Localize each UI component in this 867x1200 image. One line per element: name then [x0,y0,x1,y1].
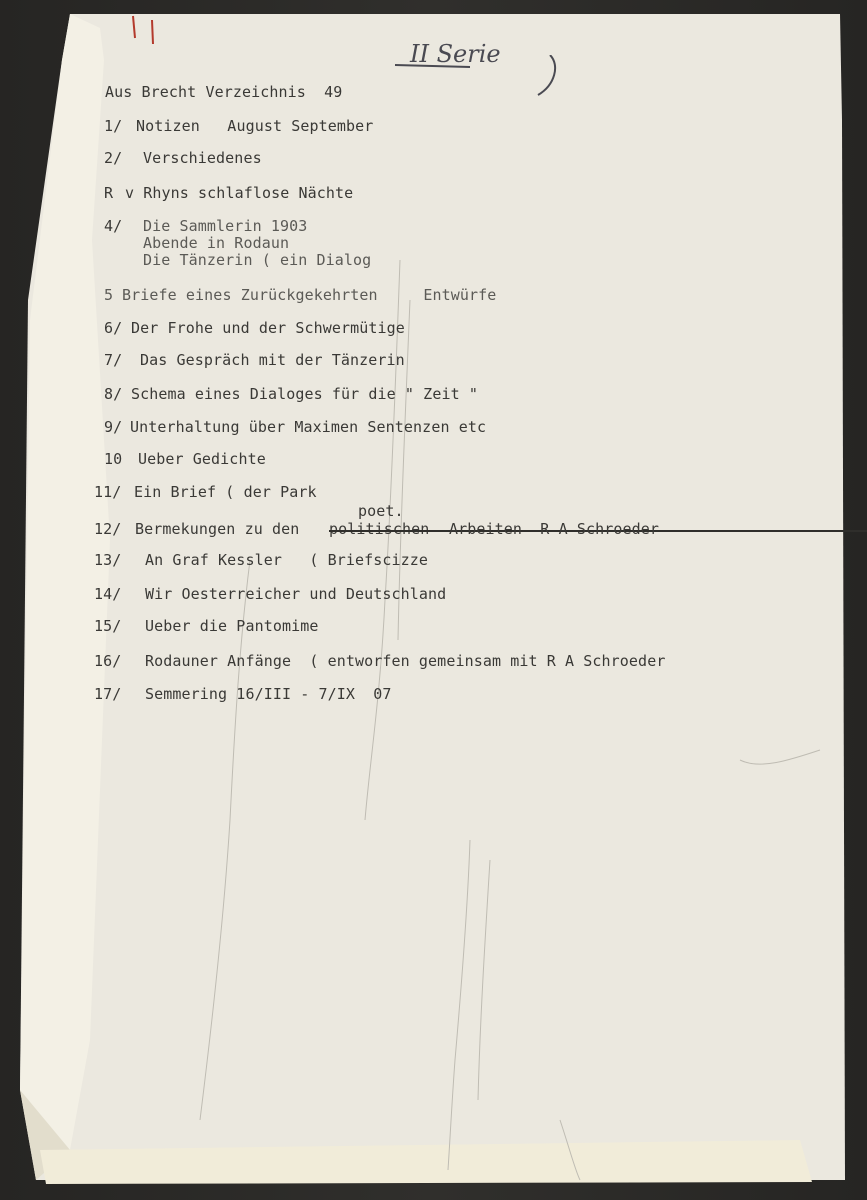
entry-text: Ueber die Pantomime [145,617,319,635]
entry-text: Bermekungen zu den [135,520,300,538]
entry-number: 9/ [104,418,123,436]
inserted-word: poet. [358,502,404,520]
entry-text: Verschiedenes [143,149,262,167]
entry-number: 2/ [104,149,123,167]
entry-number: 11/ [94,483,122,501]
entry-number: 16/ [94,652,122,670]
entry-number: 5 [104,286,114,304]
entry-number: 4/ [104,217,123,235]
handwritten-series-note: II Serie [410,40,501,68]
entry-number: 1/ [104,117,123,135]
entry-text: Abende in Rodaun [143,234,290,252]
entry-number: 8/ [104,385,123,403]
entry-number: 6/ [104,319,123,337]
entry-text: Unterhaltung über Maximen Sentenzen etc [130,418,487,436]
entry-number: 12/ [94,520,122,538]
document-header: Aus Brecht Verzeichnis 49 [105,83,343,101]
entry-text: Arbeiten R A Schroeder [449,520,660,538]
entry-text: Briefe eines Zurückgekehrten Entwürfe [122,286,497,304]
entry-text: Die Tänzerin ( ein Dialog [143,251,372,269]
entry-text: Der Frohe und der Schwermütige [131,319,405,337]
entry-number: R [104,184,114,202]
entry-text: v Rhyns schlaflose Nächte [125,184,354,202]
entry-text: Ein Brief ( der Park [134,483,317,501]
entry-text: Die Sammlerin 1903 [143,217,308,235]
entry-text: Wir Oesterreicher und Deutschland [145,585,447,603]
struck-word: politischen [329,521,867,538]
entry-text: Das Gespräch mit der Tänzerin [140,351,405,369]
entry-text: Ueber Gedichte [138,450,266,468]
entry-text: Schema eines Dialoges für die " Zeit " [131,385,478,403]
entry-text: An Graf Kessler ( Briefscizze [145,551,429,569]
entry-number: 10 [104,450,123,468]
entry-number: 7/ [104,351,123,369]
entry-number: 14/ [94,585,122,603]
entry-number: 13/ [94,551,122,569]
handwritten-underline [390,55,580,105]
entry-number: 17/ [94,685,122,703]
entry-text: Semmering 16/III - 7/IX 07 [145,685,392,703]
entry-text: Rodauner Anfänge ( entworfen gemeinsam mit R A Schroeder [145,652,666,670]
entry-number: 15/ [94,617,122,635]
entry-text: Notizen August September [136,117,374,135]
